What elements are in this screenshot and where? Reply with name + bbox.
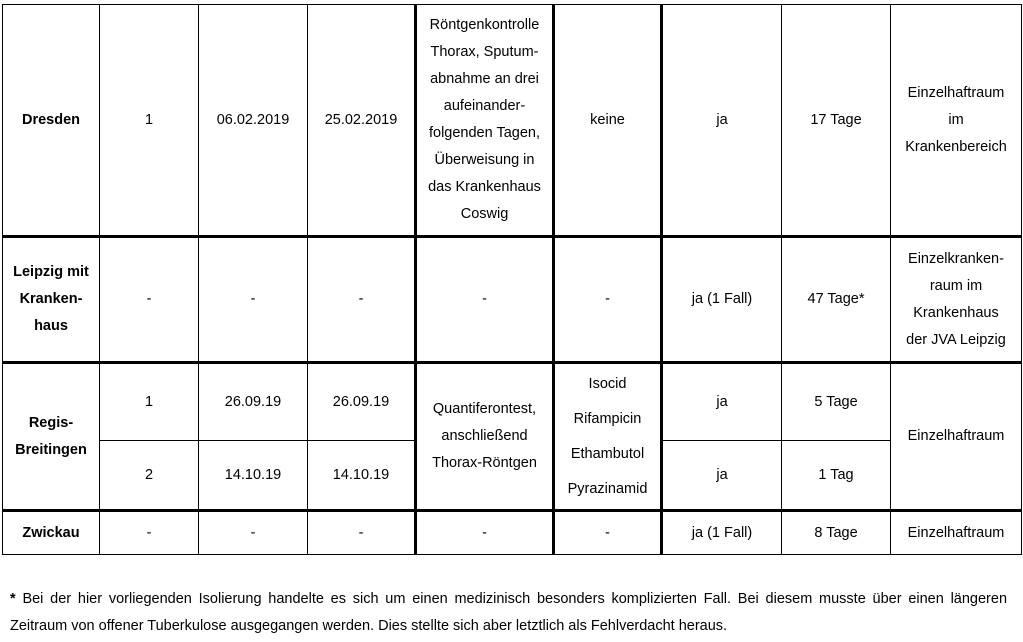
- medication-cell: [554, 511, 662, 555]
- city-cell: [3, 511, 100, 555]
- room-line: der JVA Leipzig: [906, 331, 1006, 348]
- medication-cell: [554, 5, 662, 237]
- duration-cell: 17 Tage: [782, 5, 891, 237]
- measures-line: Überweisung in: [434, 152, 535, 168]
- room-line: raum im: [929, 277, 983, 294]
- city-cell: [3, 237, 100, 363]
- date-from-cell: 14.10.19: [199, 441, 308, 511]
- isolation-cell: ja: [662, 5, 782, 237]
- case-number-cell: 1: [100, 5, 199, 237]
- measures-line: aufeinander-: [443, 98, 526, 114]
- isolation-cell: ja: [662, 441, 782, 511]
- measures-cell: [416, 237, 554, 363]
- measures-line: Röntgenkontrolle: [429, 17, 540, 33]
- table-row: [3, 363, 1022, 441]
- date-to-cell: 14.10.19: [308, 441, 416, 511]
- medication-line: -: [605, 291, 610, 307]
- duration-cell: 8 Tage: [782, 511, 891, 555]
- city-line: Zwickau: [22, 524, 80, 541]
- measures-cell: [416, 5, 554, 237]
- medication-cell: [554, 363, 662, 511]
- footnote: [10, 586, 1007, 640]
- room-line: Krankenbereich: [905, 138, 1007, 155]
- date-from-cell: -: [199, 237, 308, 363]
- date-to-cell: -: [308, 237, 416, 363]
- case-number-cell: -: [100, 511, 199, 555]
- room-cell: [891, 237, 1022, 363]
- table-row: [3, 5, 1022, 237]
- city-line: haus: [34, 318, 68, 334]
- medication-line: Pyrazinamid: [567, 480, 648, 497]
- room-line: Einzelhaftraum: [907, 84, 1005, 101]
- city-line: Kranken-: [19, 291, 83, 307]
- measures-line: anschließend: [441, 428, 528, 444]
- table-row: [3, 511, 1022, 555]
- medication-line: keine: [590, 111, 625, 128]
- case-number-cell: -: [100, 237, 199, 363]
- medication-line: Ethambutol: [570, 445, 645, 462]
- room-cell: [891, 5, 1022, 237]
- medication-line: -: [605, 524, 610, 541]
- measures-line: abnahme an drei: [430, 71, 539, 87]
- date-to-cell: -: [308, 511, 416, 555]
- date-to-cell: 25.02.2019: [308, 5, 416, 237]
- duration-cell: 47 Tage*: [782, 237, 891, 363]
- city-cell: [3, 363, 100, 511]
- duration-cell: 5 Tage: [782, 363, 891, 441]
- measures-cell: [416, 363, 554, 511]
- medication-line: Isocid: [588, 375, 627, 392]
- room-line: Einzelhaftraum: [907, 428, 1005, 444]
- medication-line: Rifampicin: [573, 410, 642, 427]
- case-number-cell: 1: [100, 363, 199, 441]
- tuberculosis-isolation-table: [2, 4, 1022, 555]
- date-from-cell: 26.09.19: [199, 363, 308, 441]
- medication-cell: [554, 237, 662, 363]
- city-line: Leipzig mit: [13, 264, 89, 280]
- measures-line: Coswig: [460, 206, 509, 222]
- measures-cell: [416, 511, 554, 555]
- city-cell: [3, 5, 100, 237]
- case-number-cell: 2: [100, 441, 199, 511]
- city-line: Dresden: [21, 111, 81, 128]
- measures-line: Thorax-Röntgen: [432, 455, 537, 471]
- city-line: Breitingen: [15, 441, 87, 458]
- footnote-text: Bei der hier vorliegenden Isolierung handelte es sich um einen medizinisch besonders komplizierten Fall. Bei diesem musste über einen längeren Zeitraum von offener Tuberkulose ausgegangen werden. Dies stellte sich aber letztlich als Fehlverdacht heraus.: [10, 591, 1008, 634]
- city-line: Regis-: [28, 414, 74, 431]
- room-cell: [891, 363, 1022, 511]
- table-row: [3, 237, 1022, 363]
- isolation-cell: ja (1 Fall): [662, 511, 782, 555]
- footnote-marker: *: [10, 591, 16, 607]
- date-from-cell: -: [199, 511, 308, 555]
- measures-line: folgenden Tagen,: [428, 125, 540, 141]
- measures-line: Quantiferontest,: [432, 401, 537, 417]
- isolation-cell: ja (1 Fall): [662, 237, 782, 363]
- room-line: Einzelhaftraum: [907, 524, 1005, 541]
- date-from-cell: 06.02.2019: [199, 5, 308, 237]
- room-line: Einzelkranken-: [908, 250, 1004, 267]
- isolation-cell: ja: [662, 363, 782, 441]
- duration-cell: 1 Tag: [782, 441, 891, 511]
- measures-line: -: [482, 524, 487, 541]
- measures-line: -: [482, 291, 487, 307]
- measures-line: das Krankenhaus: [428, 179, 541, 195]
- measures-line: Thorax, Sputum-: [430, 44, 539, 60]
- date-to-cell: 26.09.19: [308, 363, 416, 441]
- room-line: im: [948, 111, 964, 128]
- room-cell: [891, 511, 1022, 555]
- room-line: Krankenhaus: [913, 304, 999, 321]
